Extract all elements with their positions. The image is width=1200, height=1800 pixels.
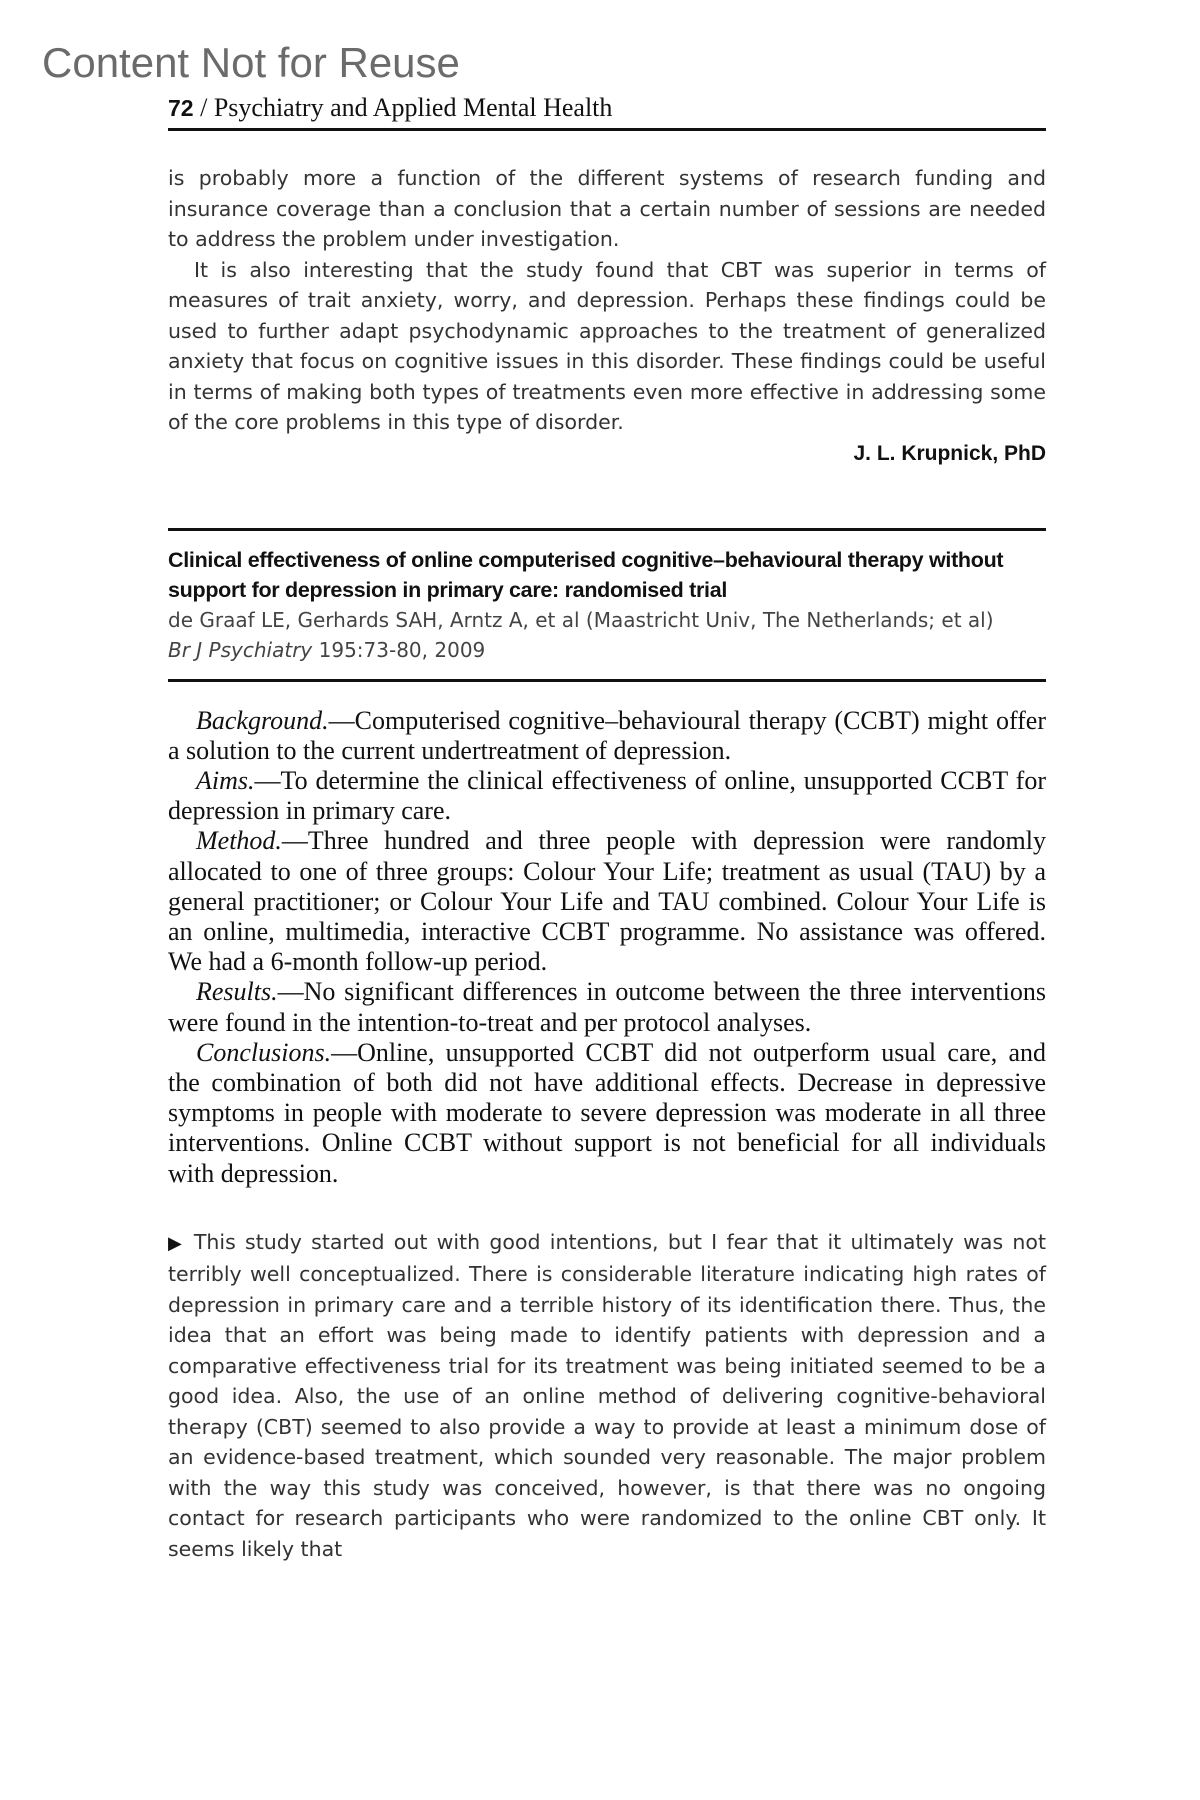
abstract-results: [168, 977, 1046, 1037]
background-label: Background.: [196, 705, 329, 735]
triangle-marker-icon: ▶: [168, 1232, 185, 1254]
page-number: 72: [168, 95, 194, 121]
results-text: —No significant differences in outcome between the three interventions were found in the intention-to-treat and per protocol analyses.: [168, 977, 1046, 1037]
header-rule: [168, 128, 1046, 131]
abstract: [168, 706, 1046, 1189]
aims-text: —To determine the clinical effectiveness of online, unsupported CCBT for depression in primary care.: [168, 765, 1046, 826]
abstract-method: [168, 826, 1046, 977]
method-label: Method.: [196, 826, 282, 856]
article-authors: de Graaf LE, Gerhards SAH, Arntz A, et al (Maastricht Univ, The Netherlands; et al): [168, 607, 994, 632]
aims-label: Aims.: [196, 765, 255, 795]
abstract-background: [168, 706, 1046, 766]
journal-section-title: Psychiatry and Applied Mental Health: [213, 93, 613, 122]
page: [168, 88, 1046, 1564]
previous-commentary: [168, 163, 1046, 470]
conclusions-label: Conclusions.: [196, 1037, 332, 1067]
article-top-rule: [168, 528, 1046, 531]
conclusions-text: —Online, unsupported CCBT did not outperform usual care, and the combination of both did not have additional effects. Decrease in depressive symptoms in people with moderate to severe depression was moderate in all three interventions. Online CCBT without support is not beneficial for all individuals with depression.: [168, 1037, 1046, 1188]
article-bottom-rule: [168, 679, 1046, 682]
background-text: —Computerised cognitive–behavioural therapy (CCBT) might offer a solution to the current undertreatment of depression.: [168, 705, 1046, 765]
commentary-text: This study started out with good intentions, but I fear that it ultimately was not terribly well conceptualized. There is considerable literature indicating high rates of depression in primary care and a terrible history of its identification there. Thus, the idea that an effort was being made to identify patients with depression and a comparative effectiveness trial for its treatment was being initiated seemed to be a good idea. Also, the use of an online method of delivering cognitive-behavioral therapy (CBT) seemed to also provide a way to provide at least a minimum dose of an evidence-based treatment, which sounded very reasonable. The major problem with the way this study was conceived, however, is that there was no ongoing contact for research participants who were randomized to the online CBT only. It seems likely that: [168, 1229, 1046, 1561]
article-header: [168, 528, 1046, 682]
previous-commentary-paragraph-1: is probably more a function of the different systems of research funding and insurance coverage than a conclusion that a certain number of sessions are needed to address the problem under investigation.: [168, 166, 1046, 251]
previous-commentary-paragraph-2: It is also interesting that the study found that CBT was superior in terms of measures of trait anxiety, worry, and depression. Perhaps these findings could be used to further adapt psychodynamic approaches to the treatment of generalized anxiety that focus on cognitive issues in this disorder. These findings could be useful in terms of making both types of treatments even more effective in addressing some of the core problems in this type of disorder.: [168, 257, 1046, 434]
article-citation: [168, 635, 1046, 665]
article-title: Clinical effectiveness of online computerised cognitive–behavioural therapy without support for depression in primary care: randomised trial: [168, 547, 1004, 602]
abstract-conclusions: [168, 1038, 1046, 1189]
watermark: Content Not for Reuse: [42, 39, 460, 86]
method-text: —Three hundred and three people with depression were randomly allocated to one of three groups: Colour Your Life; treatment as usual (TAU) by a general practitioner; or Colour Your Life and TAU combined. Colour Your Life is an online, multimedia, interactive CCBT programme. No assistance was offered. We had a 6-month follow-up period.: [168, 826, 1046, 977]
journal-citation: 195:73-80, 2009: [312, 637, 486, 662]
running-head: [168, 88, 1046, 128]
abstract-aims: [168, 766, 1046, 826]
commentary-signature: J. L. Krupnick, PhD: [853, 441, 1046, 465]
running-head-separator: /: [200, 93, 208, 122]
commentary-paragraph: [168, 1227, 1046, 1565]
commentary: [168, 1227, 1046, 1565]
results-label: Results.: [196, 977, 278, 1007]
journal-name: Br J Psychiatry: [168, 637, 313, 662]
